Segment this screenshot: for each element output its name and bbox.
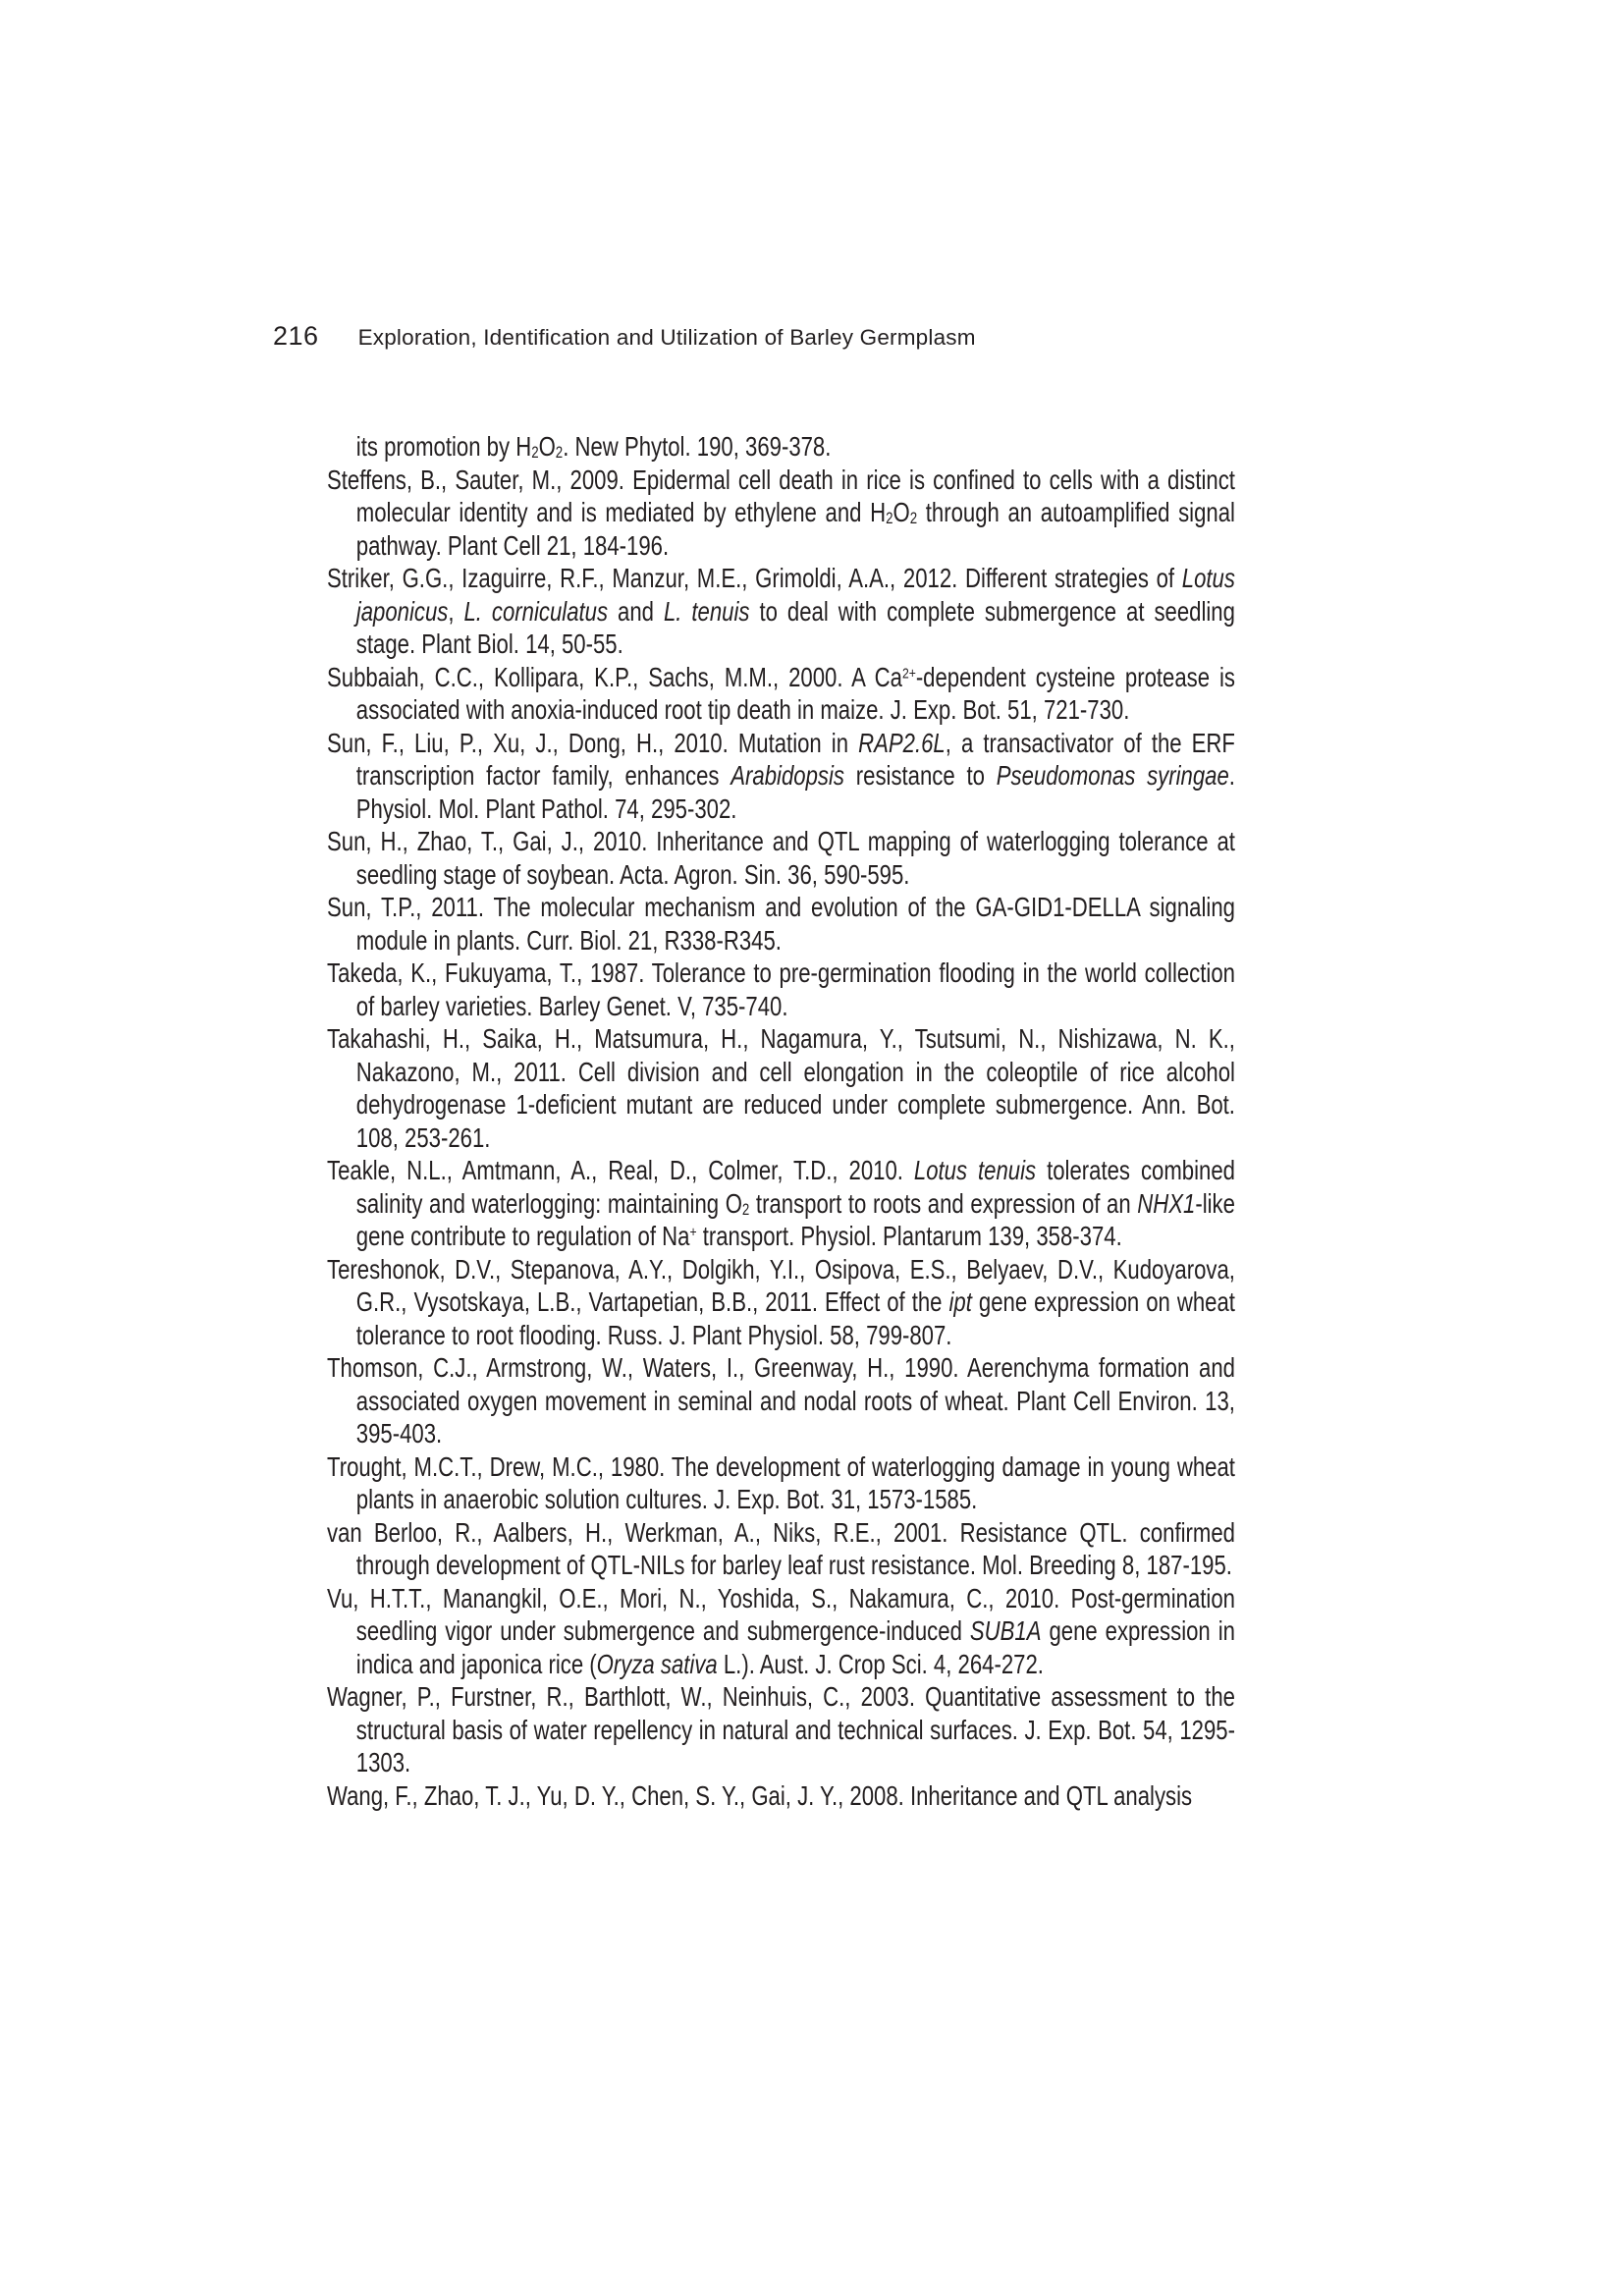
ref-segment: Steffens, B., Sauter, M., 2009. Epidermal cell death in rice is confined to cells with a distinct molecular identity and is mediated by ethylene and H [327, 464, 1235, 527]
running-title: Exploration, Identification and Utilization of Barley Germplasm [357, 325, 976, 350]
ref-segment: transport to roots and expression of an [749, 1187, 1138, 1219]
ref-segment: L.). Aust. J. Crop Sci. 4, 264-272. [717, 1648, 1044, 1679]
reference-entry [327, 1516, 1235, 1582]
ref-segment: L. tenuis [663, 595, 750, 627]
ref-segment: ipt [948, 1286, 972, 1317]
ref-segment: L. corniculatus [463, 595, 609, 627]
reference-entry [327, 464, 1235, 563]
ref-segment: 2 [531, 443, 539, 462]
reference-entry [327, 562, 1235, 661]
ref-segment: 2 [886, 509, 893, 527]
ref-segment: Wang, F., Zhao, T. J., Yu, D. Y., Chen, S. Y., Gai, J. Y., 2008. Inheritance and QTL analysis [327, 1779, 1193, 1811]
ref-segment: O [893, 497, 910, 527]
reference-entry [327, 1253, 1235, 1352]
ref-segment: NHX1 [1137, 1187, 1196, 1219]
ref-segment: Arabidopsis [730, 760, 844, 791]
reference-entry [327, 727, 1235, 826]
ref-segment: its promotion by H [355, 431, 532, 462]
ref-segment: Lotus tenuis [913, 1155, 1037, 1185]
ref-segment: to deal with complete submergence at seedling stage. Plant Biol. 14, 50-55. [355, 595, 1235, 659]
ref-segment: Lotus japonicus [355, 563, 1235, 627]
ref-segment: Pseudomonas syringae [996, 760, 1229, 791]
ref-segment: van Berloo, R., Aalbers, H., Werkman, A., Niks, R.E., 2001. Resistance QTL. confirmed through development of QTL-NILs for barley leaf rust resistance. Mol. Breeding 8, 187-195. [327, 1516, 1235, 1580]
ref-segment: and [608, 595, 664, 627]
ref-segment: gene expression on wheat tolerance to root flooding. Russ. J. Plant Physiol. 58, 799-807. [355, 1286, 1235, 1350]
ref-segment: 2+ [901, 665, 916, 683]
ref-segment: Tereshonok, D.V., Stepanova, A.Y., Dolgikh, Y.I., Osipova, E.S., Belyaev, D.V., Kudoyarova, G.R., Vysotskaya, L.B., Vartapetian, B.B., 2011. Effect of the [327, 1253, 1235, 1317]
references-list [327, 430, 1235, 1812]
reference-entry [327, 430, 1235, 464]
reference-entry [327, 891, 1235, 957]
ref-segment: Vu, H.T.T., Manangkil, O.E., Mori, N., Yoshida, S., Nakamura, C., 2010. Post-germination seedling vigor under submergence and submergence-induced [327, 1582, 1235, 1646]
page-header [273, 321, 976, 352]
ref-segment: . Physiol. Mol. Plant Pathol. 74, 295-302. [355, 760, 1235, 824]
ref-segment: 2 [909, 509, 918, 527]
reference-entry [327, 661, 1235, 727]
ref-segment: Subbaiah, C.C., Kollipara, K.P., Sachs, M.M., 2000. A Ca [327, 661, 902, 692]
reference-entry [327, 825, 1235, 891]
ref-segment: RAP2.6L [858, 727, 946, 758]
reference-entry [327, 957, 1235, 1022]
ref-segment: Sun, T.P., 2011. The molecular mechanism and evolution of the GA-GID1-DELLA signaling module in plants. Curr. Biol. 21, R338-R345. [327, 892, 1235, 956]
ref-segment: O [538, 431, 556, 462]
reference-entry [327, 1022, 1235, 1154]
reference-entry [327, 1680, 1235, 1779]
ref-segment: transport. Physiol. Plantarum 139, 358-374. [696, 1221, 1122, 1251]
ref-segment: Teakle, N.L., Amtmann, A., Real, D., Colmer, T.D., 2010. [327, 1155, 914, 1185]
ref-segment: Takeda, K., Fukuyama, T., 1987. Tolerance to pre-germination flooding in the world collection of barley varieties. Barley Genet. V, 735-740. [327, 957, 1235, 1021]
ref-segment: Sun, F., Liu, P., Xu, J., Dong, H., 2010. Mutation in [327, 727, 859, 758]
ref-segment: -like gene contribute to regulation of Na [355, 1187, 1235, 1251]
ref-segment: through an autoamplified signal pathway. Plant Cell 21, 184-196. [355, 497, 1235, 561]
ref-segment: SUB1A [969, 1615, 1042, 1646]
ref-segment: tolerates combined salinity and waterlogging: maintaining O [355, 1155, 1235, 1219]
ref-segment: , [448, 595, 464, 627]
ref-segment: Striker, G.G., Izaguirre, R.F., Manzur, M.E., Grimoldi, A.A., 2012. Different strategies of [327, 563, 1182, 593]
ref-segment: Trought, M.C.T., Drew, M.C., 1980. The development of waterlogging damage in young wheat plants in anaerobic solution cultures. J. Exp. Bot. 31, 1573-1585. [327, 1450, 1235, 1514]
page-number: 216 [273, 321, 319, 351]
reference-entry [327, 1351, 1235, 1450]
ref-segment: resistance to [843, 760, 997, 791]
ref-segment: Sun, H., Zhao, T., Gai, J., 2010. Inheritance and QTL mapping of waterlogging tolerance at seedling stage of soybean. Acta. Agron. Sin. 36, 590-595. [327, 826, 1235, 890]
reference-entry [327, 1582, 1235, 1681]
ref-segment: -dependent cysteine protease is associated with anoxia-induced root tip death in maize. J. Exp. Bot. 51, 721-730. [355, 661, 1235, 725]
reference-entry [327, 1154, 1235, 1253]
ref-segment: gene expression in indica and japonica rice ( [355, 1615, 1235, 1679]
reference-entry [327, 1779, 1235, 1813]
ref-segment: 2 [741, 1200, 750, 1219]
ref-segment: + [689, 1224, 697, 1241]
ref-segment: . New Phytol. 190, 369-378. [563, 431, 832, 462]
ref-segment: , a transactivator of the ERF transcription factor family, enhances [355, 727, 1235, 791]
reference-entry [327, 1450, 1235, 1516]
ref-segment: Takahashi, H., Saika, H., Matsumura, H., Nagamura, Y., Tsutsumi, N., Nishizawa, N. K., Nakazono, M., 2011. Cell division and cell elongation in the coleoptile of rice alcohol dehydrogenase 1-deficient mutant are reduced under complete submergence. Ann. Bot. 108, 253-261. [327, 1023, 1235, 1153]
ref-segment: 2 [555, 443, 564, 462]
ref-segment: Wagner, P., Furstner, R., Barthlott, W., Neinhuis, C., 2003. Quantitative assessment to the structural basis of water repellency in natural and technical surfaces. J. Exp. Bot. 54, 1295-1303. [327, 1681, 1235, 1777]
ref-segment: Oryza sativa [596, 1648, 718, 1679]
ref-segment: Thomson, C.J., Armstrong, W., Waters, I., Greenway, H., 1990. Aerenchyma formation and associated oxygen movement in seminal and nodal roots of wheat. Plant Cell Environ. 13, 395-403. [327, 1352, 1235, 1449]
